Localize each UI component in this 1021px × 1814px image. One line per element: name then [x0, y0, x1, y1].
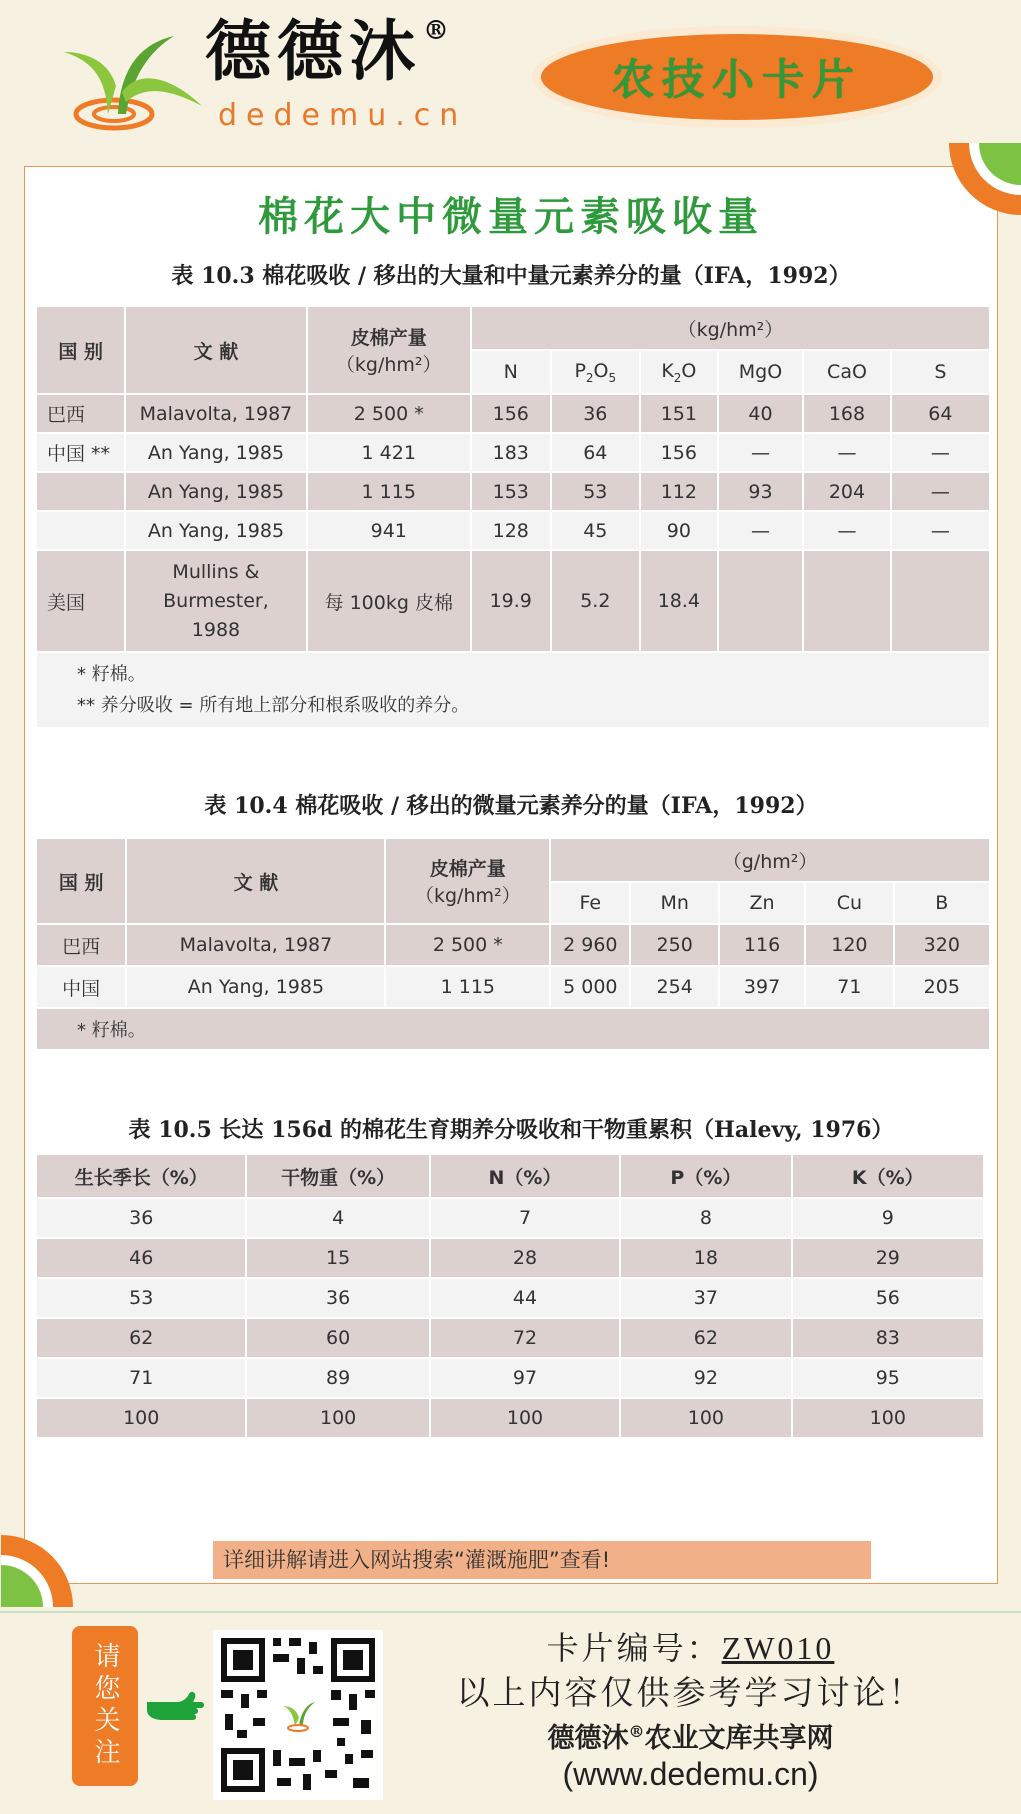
- nutrient-unit-header: （kg/hm²）: [472, 307, 989, 349]
- brand-name: 德德沐®: [205, 12, 455, 90]
- col-zn: Zn: [720, 883, 804, 923]
- table1-note: ** 养分吸收 = 所有地上部分和根系吸收的养分。: [77, 695, 470, 716]
- table-row: 中国 An Yang, 1985 1 115 5 000 254 397 71 205: [37, 967, 989, 1007]
- follow-us-label: 请您关注: [72, 1626, 138, 1786]
- col-reference: 文 献: [127, 839, 384, 923]
- col-fe: Fe: [551, 883, 629, 923]
- table1-note: * 籽棉。: [77, 664, 146, 685]
- table-row: 100 100 100 100 100: [37, 1399, 983, 1437]
- table1-caption: 表 10.3 棉花吸收 / 移出的大量和中量元素养分的量（IFA，1992）: [171, 263, 851, 289]
- col-s: S: [892, 351, 989, 393]
- col-p2o5: $P_2O_5$: [552, 351, 640, 393]
- col-mgo: MgO: [719, 351, 803, 393]
- col-yield: 皮棉产量 （kg/hm²）: [386, 839, 549, 923]
- col-dry-matter: 干物重（%）: [247, 1155, 428, 1197]
- site-name: 德德沐®农业文库共享网: [547, 1722, 834, 1754]
- col-k-pct: K（%）: [793, 1155, 983, 1197]
- card-title: 棉花大中微量元素吸收量: [258, 193, 764, 240]
- table-row: 美国 Mullins & Burmester, 1988 每 100kg 皮棉 19.9 5.2 18.4: [37, 551, 989, 651]
- table3-caption: 表 10.5 长达 156d 的棉花生育期养分吸收和干物重累积（Halevy, 1976）: [128, 1117, 894, 1143]
- pointing-hand-icon: [143, 1688, 205, 1726]
- col-p-pct: P（%）: [621, 1155, 790, 1197]
- col-season: 生长季长（%）: [37, 1155, 245, 1197]
- col-k2o: $K_2O$: [641, 351, 717, 393]
- table-row: 巴西 Malavolta, 1987 2 500 * 2 960 250 116 120 320: [37, 925, 989, 965]
- footer-divider: [0, 1611, 1021, 1613]
- table-row: 53 36 44 37 56: [37, 1279, 983, 1317]
- content-card: [24, 166, 998, 1584]
- table-row: 巴西 Malavolta, 1987 2 500 * 156 36 151 40 168 64: [37, 395, 989, 432]
- qr-code-icon[interactable]: [213, 1630, 383, 1800]
- brand-domain: dedemu.cn: [218, 98, 468, 133]
- table2-note: * 籽棉。: [77, 1020, 146, 1041]
- disclaimer: 以上内容仅供参考学习讨论！: [456, 1673, 925, 1712]
- col-n: N: [472, 351, 550, 393]
- badge-label: 农技小卡片: [541, 34, 933, 120]
- card-type-badge: [532, 26, 942, 128]
- col-yield: 皮棉产量 （kg/hm²）: [308, 307, 470, 393]
- corner-decoration-icon: [1, 1535, 73, 1607]
- table-row: 71 89 97 92 95: [37, 1359, 983, 1397]
- col-country: 国 别: [37, 839, 125, 923]
- col-country: 国 别: [37, 307, 124, 393]
- card-number-value: ZW010: [721, 1630, 835, 1666]
- col-b: B: [895, 883, 989, 923]
- table3: [35, 1153, 985, 1439]
- registered-mark: ®: [423, 16, 455, 46]
- col-reference: 文 献: [126, 307, 305, 393]
- table-row: 62 60 72 62 83: [37, 1319, 983, 1357]
- table2-caption: 表 10.4 棉花吸收 / 移出的微量元素养分的量（IFA，1992）: [204, 793, 818, 819]
- col-n-pct: N（%）: [431, 1155, 619, 1197]
- col-cao: CaO: [804, 351, 890, 393]
- table-row: 36 4 7 8 9: [37, 1199, 983, 1237]
- table-row: 46 15 28 18 29: [37, 1239, 983, 1277]
- table1: [35, 305, 991, 729]
- table2-notes: [37, 1009, 989, 1049]
- table-row: An Yang, 1985 941 128 45 90 — — —: [37, 512, 989, 549]
- nutrient-unit-header: （g/hm²）: [551, 839, 989, 881]
- site-url-link[interactable]: (www.dedemu.cn): [562, 1756, 819, 1792]
- table1-notes: [37, 653, 989, 727]
- col-cu: Cu: [806, 883, 892, 923]
- col-mn: Mn: [631, 883, 717, 923]
- table-row: 中国 ** An Yang, 1985 1 421 183 64 156 — — —: [37, 434, 989, 471]
- brand-logo-icon: [56, 22, 206, 140]
- table2: [35, 837, 991, 1051]
- card-number: 卡片编号：ZW010: [546, 1629, 835, 1667]
- table-row: An Yang, 1985 1 115 153 53 112 93 204 —: [37, 473, 989, 510]
- website-search-hint: 详细讲解请进入网站搜索“灌溉施肥”查看!: [213, 1541, 871, 1579]
